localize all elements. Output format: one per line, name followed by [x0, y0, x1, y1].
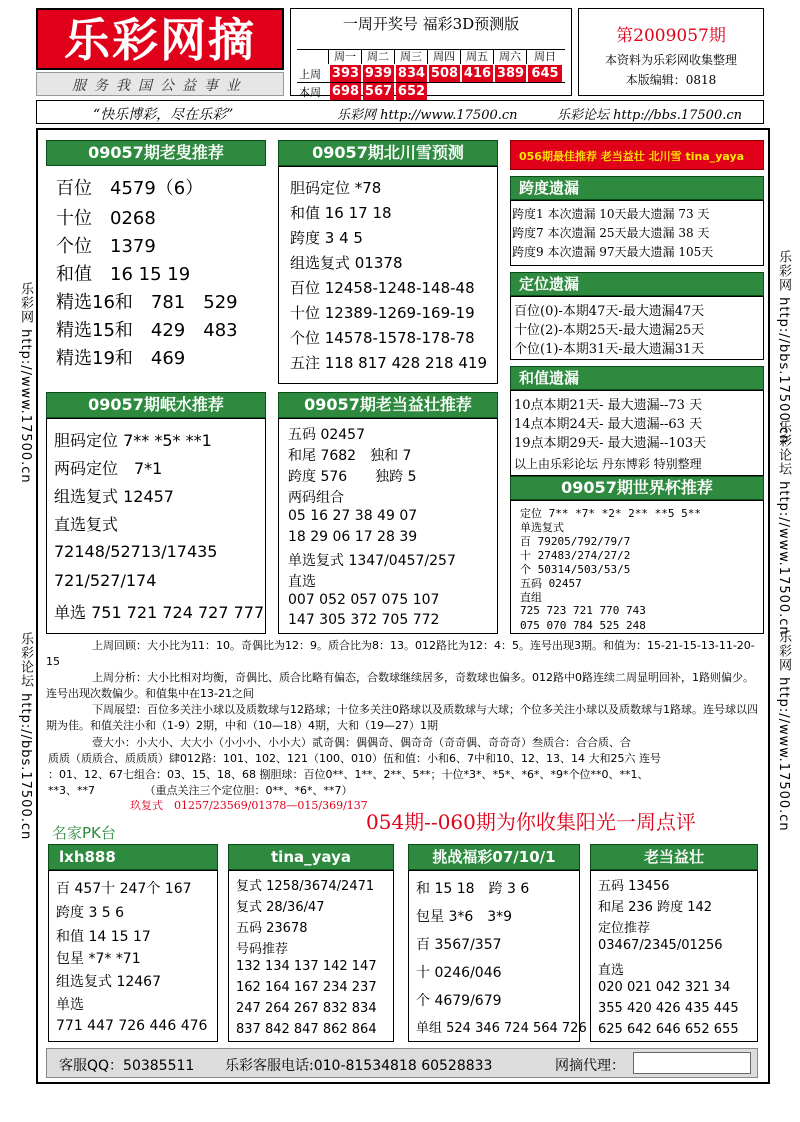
pk-line: 单组 524 346 724 564 726	[416, 1021, 587, 1036]
issue-panel	[578, 8, 764, 96]
this-week-draw: 652	[397, 84, 426, 99]
kuadu-line: 跨度9 本次遗漏 97天最大遗漏 105天	[512, 245, 714, 259]
worldcup-line: 百 79205/792/79/7	[520, 535, 631, 548]
fushi-line: 玖复式 01257/23569/01378—015/369/137	[130, 799, 368, 812]
kuadu-line: 跨度7 本次遗漏 25天最大遗漏 38 天	[512, 226, 710, 240]
pk-line: 直选	[598, 963, 625, 978]
minshui-line: 胆码定位 7** *5* **1	[54, 431, 212, 450]
last-week-draw: 834	[397, 66, 426, 81]
logo-text: 乐彩网摘	[64, 13, 256, 67]
laosou-line: 精选15和 429 483	[56, 320, 238, 341]
side-label-left-top: 乐彩网 http://www.17500.cn	[18, 282, 33, 484]
side-label-right-top: 乐彩网 http://bbs.17500.cn	[776, 250, 791, 445]
pk-col-title-4: 老当益壮	[590, 844, 758, 870]
laodang-line: 两码组合	[288, 490, 344, 506]
pk-line: 625 642 646 652 655	[598, 1022, 739, 1037]
editor-note: 本版编辑：0818	[625, 73, 717, 87]
forum-link[interactable]: 乐彩论坛 http://bbs.17500.cn	[557, 108, 743, 123]
best-pick-banner	[510, 140, 764, 170]
pk-line: 五码 23678	[236, 921, 308, 936]
laodang-line: 007 052 057 075 107	[288, 592, 440, 608]
pk-headline: 054期--060期为你收集阳光一周点评	[366, 810, 696, 834]
last-week-draw: 508	[430, 66, 459, 81]
weekday-5: 周五	[461, 50, 494, 64]
motto: 服务我国公益事业	[72, 78, 248, 94]
pk-line: 和尾 236 跨度 142	[598, 900, 713, 915]
hezhi-credit: 以上由乐彩论坛 丹东博彩 特别整理	[514, 457, 702, 471]
worldcup-line: 单选复式	[520, 521, 564, 534]
kuadu-line: 跨度1 本次遗漏 10天最大遗漏 73 天	[512, 207, 710, 221]
laosou-line: 精选19和 469	[56, 348, 186, 369]
pk-line: 和值 14 15 17	[56, 929, 151, 945]
this-week-label: 本周	[299, 86, 321, 99]
hezhi-line: 10点本期21天- 最大遗漏--73 天	[514, 398, 703, 413]
last-week-draw: 645	[528, 65, 562, 83]
weekday-1: 周一	[329, 50, 362, 64]
beichuan-line: 五注 118 817 428 218 419	[290, 354, 487, 372]
laodang-line: 单选复式 1347/0457/257	[288, 553, 456, 569]
laodang-line: 147 305 372 705 772	[288, 612, 440, 628]
beichuan-line: 百位 12458-1248-148-48	[290, 279, 475, 297]
pk-line: 和 15 18 跨 3 6	[416, 881, 530, 897]
weekday-3: 周三	[395, 50, 428, 64]
weekday-6: 周六	[494, 50, 527, 64]
slogan: “快乐博彩，尽在乐彩”	[93, 107, 234, 123]
weekday-4: 周四	[428, 50, 461, 64]
site-link[interactable]: 乐彩网 http://www.17500.cn	[337, 108, 518, 123]
worldcup-line: 十 27483/274/27/2	[520, 549, 631, 562]
pk-line: 355 420 426 435 445	[598, 1001, 739, 1016]
pk-line: 复式 28/36/47	[236, 900, 325, 915]
kuadu-title: 跨度遗漏	[510, 176, 764, 200]
hezhi-line: 14点本期24天- 最大遗漏--63 天	[514, 417, 703, 432]
minshui-line: 组选复式 12457	[54, 487, 174, 506]
pk-col-title-3: 挑战福彩07/10/1	[408, 844, 580, 870]
laodang-line: 05 16 27 38 49 07	[288, 508, 418, 524]
laosou-line: 个位 1379	[56, 236, 156, 257]
analysis-line: 壹大小：小大小、大大小（小小小、小小大）贰奇偶：偶偶奇、偶奇奇（奇奇偶、奇奇奇）叁质合：合合质、合	[92, 736, 631, 749]
worldcup-line: 075 070 784 525 248	[520, 619, 646, 632]
dingwei-line: 十位(2)-本期25天-最大遗漏25天	[514, 323, 705, 338]
minshui-title: 09057期岷水推荐	[46, 392, 266, 418]
weekday-2: 周二	[362, 50, 395, 64]
pk-line: 771 447 726 446 476	[56, 1018, 208, 1034]
analysis-line: 质质（质质合、质质质）肆012路：101、102、121（100、010）伍和值：小和6、7中和10、12、13、14 大和25六 连号	[48, 752, 661, 765]
worldcup-line: 定位 7** *7* *2* 2** **5 5**	[520, 507, 701, 520]
laodang-title: 09057期老当益壮推荐	[278, 392, 498, 418]
draw-panel	[290, 8, 572, 99]
beichuan-line: 跨度 3 4 5	[290, 229, 363, 247]
beichuan-title: 09057期北川雪预测	[278, 140, 498, 166]
pk-line: 十 0246/046	[416, 965, 502, 981]
side-label-left-bottom: 乐彩论坛 http://bbs.17500.cn	[18, 632, 33, 841]
pk-line: 包星 3*6 3*9	[416, 909, 513, 925]
last-week-draw: 939	[364, 66, 393, 81]
customer-phone: 乐彩客服电话:010-81534818 60528833	[225, 1058, 493, 1074]
pk-line: 247 264 267 832 834	[236, 1001, 377, 1016]
this-week-draw: 698	[331, 84, 360, 99]
pk-line: 个 4679/679	[416, 993, 502, 1009]
weekly-analysis: 上周分析：大小比相对均衡，奇偶比、质合比略有偏态，合数球继续居多，奇数球也偏多。012路中0路连续二周显明回补，1路则偏少。连号出现次数偏少。和值集中在13-21之间	[46, 671, 754, 700]
pk-line: 复式 1258/3674/2471	[236, 879, 375, 894]
pk-label: 名家PK台	[52, 824, 116, 842]
best-pick-text: 056期最佳推荐 老当益壮 北川雪 tina_yaya	[519, 150, 745, 163]
pk-line: 包星 *7* *71	[56, 951, 141, 967]
minshui-line: 两码定位 7*1	[54, 459, 163, 478]
minshui-line: 单选 751 721 724 727 777	[54, 603, 265, 622]
this-week-draw: 567	[364, 84, 393, 99]
laodang-line: 直选	[288, 574, 316, 590]
pk-line: 号码推荐	[236, 942, 289, 957]
laosou-line: 和值 16 15 19	[56, 264, 191, 285]
worldcup-line: 五码 02457	[520, 577, 582, 590]
beichuan-line: 组选复式 01378	[290, 254, 403, 272]
pk-col-title-1: lxh888	[48, 844, 218, 870]
worldcup-line: 直组	[520, 591, 542, 604]
beichuan-line: 个位 14578-1578-178-78	[290, 329, 475, 347]
minshui-line: 直选复式	[54, 515, 119, 534]
pk-line: 837 842 847 862 864	[236, 1022, 377, 1037]
pk-line: 020 021 042 321 34	[598, 980, 731, 995]
customer-qq: 客服QQ：50385511	[59, 1058, 195, 1074]
weekly-review: 上周回顾：大小比为11：10。奇偶比为12：9。质合比为8：13。012路比为12：4：5。连号出现3期。和值为：15-21-15-13-11-20-15	[46, 639, 755, 668]
laosou-line: 百位 4579（6）	[56, 178, 204, 199]
minshui-line: 72148/52713/17435	[54, 542, 218, 561]
pk-col-title-2: tina_yaya	[228, 844, 394, 870]
analysis-line: ：01、12、67七组合：03、15、18、68 捌胆球：百位0**、1**、2**、5**；十位*3*、*5*、*6*、*9*个位**0、**1、	[48, 768, 649, 781]
agent-field	[633, 1052, 751, 1074]
beichuan-line: 和值 16 17 18	[290, 204, 392, 222]
draw-table	[297, 49, 565, 97]
beichuan-line: 十位 12389-1269-169-19	[290, 304, 475, 322]
last-week-draw: 389	[496, 66, 525, 81]
pk-line: 组选复式 12467	[56, 974, 161, 990]
worldcup-line: 725 723 721 770 743	[520, 604, 646, 617]
motto-bar	[36, 72, 284, 96]
laodang-line: 五码 02457	[288, 427, 365, 443]
beichuan-line: 胆码定位 *78	[290, 179, 382, 197]
dingwei-line: 百位(0)-本期47天-最大遗漏47天	[514, 304, 705, 319]
last-week-label: 上周	[299, 68, 321, 81]
weekly-outlook: 下周展望：百位多关注小球以及质数球与12路球；十位多关注0路球以及质数球与大球；个位多关注小球以及质数球与1路球。连号球以四期为佳。和值关注小和（1-9）2期，中和（10—18）4期，大和（19—27）1期	[46, 703, 758, 732]
laosou-line: 十位 0268	[56, 208, 156, 229]
laodang-line: 18 29 06 17 28 39	[288, 529, 418, 545]
pk-line: 跨度 3 5 6	[56, 905, 125, 921]
pk-line: 162 164 167 234 237	[236, 980, 377, 995]
minshui-line: 721/527/174	[54, 571, 157, 590]
dingwei-title: 定位遗漏	[510, 272, 764, 296]
logo	[36, 8, 284, 70]
agent-label: 网摘代理：	[555, 1058, 625, 1074]
pk-line: 03467/2345/01256	[598, 938, 723, 953]
last-week-draw: 416	[463, 66, 492, 81]
laosou-line: 精选16和 781 529	[56, 292, 238, 313]
laodang-line: 跨度 576 独跨 5	[288, 469, 417, 485]
analysis-line: **3、**7 （重点关注三个定位胆：0**、*6*、**7）	[48, 784, 353, 797]
pk-line: 132 134 137 142 147	[236, 959, 377, 974]
footer-bar	[46, 1048, 758, 1078]
draw-panel-title: 一周开奖号 福彩3D预测版	[342, 15, 520, 33]
side-label-right-mid: 乐彩论坛 http://www.17500.cn	[776, 420, 791, 636]
slogan-bar	[36, 100, 764, 124]
pk-line: 百 457十 247个 167	[56, 881, 192, 897]
side-label-right-bottom: 乐彩网 http://www.17500.cn	[776, 630, 791, 832]
pk-line: 五码 13456	[598, 879, 670, 894]
weekday-7: 周日	[534, 50, 556, 63]
pk-line: 定位推荐	[598, 921, 651, 936]
dingwei-line: 个位(1)-本期31天-最大遗漏31天	[514, 342, 705, 357]
pk-line: 百 3567/357	[416, 937, 502, 953]
source-note: 本资料为乐彩网收集整理	[604, 53, 737, 67]
last-week-draw: 393	[331, 66, 360, 81]
hezhi-title: 和值遗漏	[510, 366, 764, 390]
pk-line: 单选	[56, 997, 84, 1013]
hezhi-line: 19点本期29天- 最大遗漏--103天	[514, 436, 707, 451]
laodang-line: 和尾 7682 独和 7	[288, 448, 412, 464]
worldcup-title: 09057期世界杯推荐	[510, 476, 764, 500]
laosou-title: 09057期老叟推荐	[46, 140, 266, 166]
issue-number: 第2009057期	[616, 26, 726, 46]
worldcup-line: 个 50314/503/53/5	[520, 563, 631, 576]
